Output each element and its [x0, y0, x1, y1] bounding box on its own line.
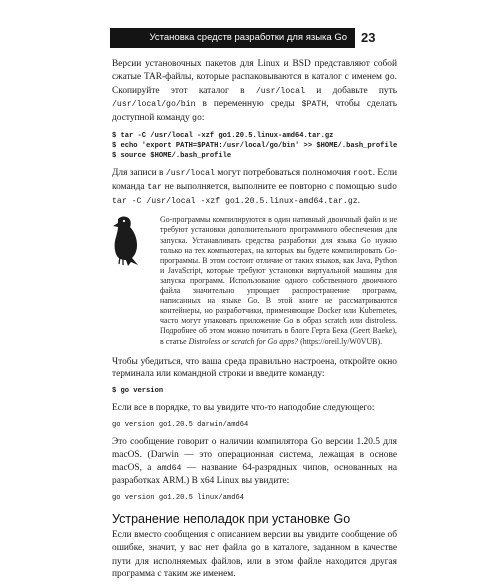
section-heading: Устранение неполадок при установке Go	[112, 512, 351, 527]
code-line: $ source $HOME/.bash_profile	[112, 151, 232, 160]
paragraph-troubleshooting: Если вместо сообщения с описанием версии вы увидите сообщение об ошибке, значит, у вас нет файла go в каталоге, заданном в качестве пути для исполняемых файлов, или в этом файле находится другая программа с таким же именем.	[112, 529, 397, 580]
code-block-output-linux: go version go1.20.5 linux/amd64	[112, 494, 244, 503]
code-line: $ tar -C /usr/local -xzf go1.20.5.linux-amd64.tar.gz	[112, 131, 334, 140]
code-block-output-darwin: go version go1.20.5 darwin/amd64	[112, 420, 249, 429]
running-header	[110, 28, 355, 48]
raven-icon	[104, 213, 144, 268]
paragraph-verify: Чтобы убедиться, что ваша среда правильно настроена, откройте окно терминала или командной строки и введите команду:	[112, 356, 397, 380]
code-line: $ echo 'export PATH=$PATH:/usr/local/go/bin' >> $HOME/.bash_profile	[112, 141, 398, 150]
page-body	[112, 58, 397, 586]
paragraph-darwin: Это сообщение говорит о наличии компилятора Go версии 1.20.5 для macOS. (Darwin — это операционная система, лежащая в основе macOS, а amd64 — название 64-разрядных чипов, основанных на разработках ARM.) В x64 Linux вы увидите:	[112, 436, 397, 487]
code-block-install	[112, 131, 397, 161]
paragraph-expected: Если все в порядке, то вы увидите что-то наподобие следующего:	[112, 403, 375, 414]
note-block	[112, 215, 397, 346]
page-number: 23	[361, 30, 376, 45]
paragraph-root: Для записи в /usr/local могут потребоваться полномочия root. Если команда tar не выполняется, выполните ее повторно с помощью sudo tar -C /usr/local -xzf go1.20.5.linux-amd64.tar.gz.	[112, 167, 397, 206]
paragraph-linux-bsd: Версии установочных пакетов для Linux и BSD представляют собой сжатые TAR-файлы, которые распаковываются в каталог с именем go. Скопируйте этот каталог в /usr/local и добавьте путь /usr/local/go/bin в переменную среды $PATH, чтобы сделать доступной команду go:	[112, 59, 397, 124]
running-header-title: Установка средств разработки для языка Go	[149, 32, 347, 43]
note-text: Go-программы компилируются в один нативный двоичный файл и не требуют установки дополнительного программного обеспечения для запуска. Устанавливать средства разработки для языка Go нужно только на тех компьютерах, на которых вы будете компилировать Go-программы. В этом состоит отличие от таких языков, как Java, Python и JavaScript, которые требуют установки виртуальной машины для запуска программ. Использование одного собственного двоичного файла значительно упрощает распространение программ, написанных на языке Go. В этой книге не рассматриваются контейнеры, но разработчики, применяющие Docker или Kubernetes, часто могут упаковать приложение Go в образ scratch или distroless. Подробнее об этом можно почитать в блоге Герта Бекa (Geert Baeke), в статье Distroless or scratch for Go apps? (https://oreil.ly/W0VUB).	[160, 215, 397, 346]
code-block-go-version: $ go version	[112, 387, 164, 396]
